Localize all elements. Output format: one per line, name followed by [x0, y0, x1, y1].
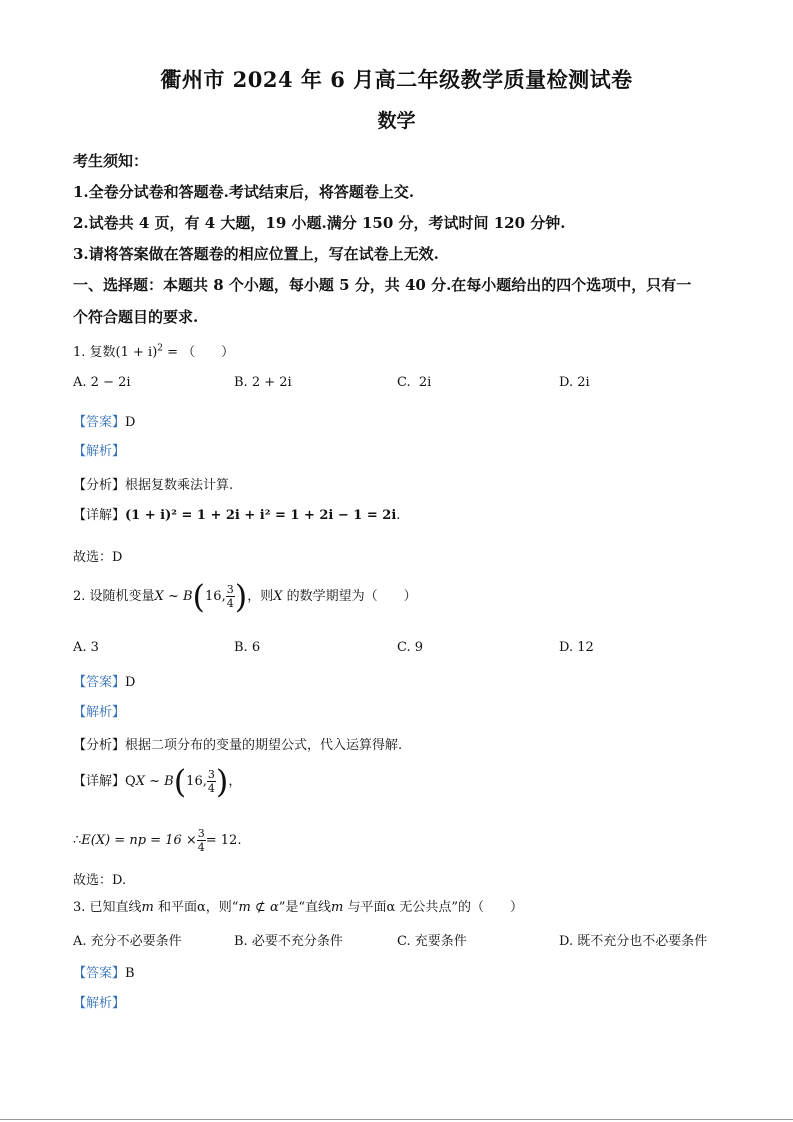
q2-detail-fraction — [207, 768, 216, 795]
q2-calc-main: E(X) = np = 16 × — [81, 833, 197, 848]
q1-option-c-value: 2i — [418, 375, 432, 390]
q2-right-paren: ) — [234, 577, 248, 616]
q2-detail-b: B — [164, 774, 174, 789]
q2-option-a — [73, 640, 99, 655]
q1-stem-math: (1 + i) — [115, 345, 158, 360]
q3-option-d-label: D. — [559, 934, 574, 949]
q1-option-b-value: 2 + 2i — [251, 375, 292, 390]
q2-stem — [73, 577, 417, 617]
q1-answer-value: D — [125, 415, 136, 430]
q3-option-a-value: 充分不必要条件 — [90, 934, 182, 949]
q2-fenxi — [73, 734, 402, 753]
q2-detail-x: X — [135, 774, 145, 789]
q2-option-c-value: 9 — [414, 640, 424, 655]
q2-calc-end: = 12. — [205, 833, 242, 848]
q2-analysis-tag: 【解析】 — [73, 705, 126, 720]
q2-frac-num: 3 — [226, 583, 234, 596]
q2-fraction — [226, 583, 235, 610]
q2-stem-mid: ，则 — [247, 589, 274, 604]
q2-stem-prefix: 2. 设随机变量 — [73, 589, 155, 604]
q1-choose — [73, 546, 122, 565]
section-heading-line2: 个符合题目的要求. — [73, 308, 199, 326]
q3-stem-mid2: ，则“ — [205, 900, 239, 915]
q3-stem-alpha: α — [197, 900, 206, 915]
q3-answer — [73, 962, 135, 981]
q2-option-b-label: B. — [234, 640, 248, 655]
q3-stem-mid3: ”是“直线 — [278, 900, 332, 915]
q3-stem-m2: m — [331, 900, 344, 915]
notice-heading: 考生须知： — [73, 152, 149, 170]
q2-option-c-label: C. — [397, 640, 411, 655]
q2-option-d-label: D. — [559, 640, 574, 655]
notice-item-1: 1.全卷分试卷和答题卷.考试结束后，将答题卷上交. — [73, 183, 415, 201]
q3-analysis-tag: 【解析】 — [73, 996, 126, 1011]
detail-tag: 【详解】 — [73, 774, 126, 789]
answer-tag: 【答案】 — [73, 966, 126, 981]
page-bottom-divider — [0, 1119, 793, 1120]
q1-analysis-tag: 【解析】 — [73, 444, 126, 459]
q2-answer-value: D — [125, 675, 136, 690]
q1-option-d — [559, 375, 590, 390]
q2-frac-den: 4 — [226, 597, 234, 610]
fenxi-tag: 【分析】 — [73, 738, 126, 753]
q3-option-c — [397, 930, 467, 949]
q2-stem-n: 16, — [205, 589, 226, 604]
q1-option-c — [397, 375, 431, 390]
q2-choose — [73, 869, 126, 888]
q2-calc-prefix: ∴ — [73, 833, 82, 848]
q3-stem-alpha2: α — [386, 900, 396, 915]
q2-detail-prefix: Q — [125, 774, 136, 789]
q2-detail — [73, 762, 241, 802]
subject-title: 数学 — [377, 110, 416, 132]
notice-item-3: 3.请将答案做在答题卷的相应位置上，写在试卷上无效. — [73, 245, 439, 263]
q2-option-a-value: 3 — [90, 640, 99, 655]
notice-item-2: 2.试卷共 4 页，有 4 大题，19 小题.满分 150 分，考试时间 120 分钟. — [73, 214, 566, 232]
q2-option-d-value: 12 — [577, 640, 594, 655]
q1-answer — [73, 411, 135, 430]
q2-detail-sim: ~ — [144, 774, 165, 789]
q2-stem-b: B — [182, 589, 193, 604]
fenxi-tag: 【分析】 — [73, 478, 126, 493]
q2-calc-fraction — [197, 827, 206, 854]
q2-detail-right-paren: ) — [215, 762, 229, 801]
q1-option-d-value: 2i — [577, 375, 590, 390]
q3-stem-m: m — [141, 900, 154, 915]
q2-option-c — [397, 640, 423, 655]
q2-option-b-value: 6 — [251, 640, 261, 655]
q3-option-b — [234, 930, 343, 949]
q1-option-a — [73, 375, 131, 390]
answer-tag: 【答案】 — [73, 675, 126, 690]
q3-stem-rel: m ⊄ α — [238, 900, 279, 915]
q1-option-b — [234, 375, 292, 390]
q3-option-a — [73, 930, 182, 949]
q3-option-b-label: B. — [234, 934, 248, 949]
q1-stem — [73, 341, 234, 360]
q1-option-a-value: 2 − 2i — [90, 375, 131, 390]
q1-choose-value: D — [112, 550, 123, 565]
q1-option-d-label: D. — [559, 375, 574, 390]
q3-option-c-label: C. — [397, 934, 411, 949]
q2-choose-value: D. — [112, 873, 127, 888]
q2-stem-x: X — [154, 589, 164, 604]
q1-detail-math: (1 + i)² = 1 + 2i + i² = 1 + 2i − 1 = 2i — [125, 508, 397, 523]
q1-stem-prefix: 1. 复数 — [73, 345, 116, 360]
q3-option-a-label: A. — [73, 934, 87, 949]
q1-detail-end: . — [396, 508, 401, 523]
q2-detail-end: ， — [228, 774, 242, 789]
q3-option-b-value: 必要不充分条件 — [251, 934, 343, 949]
section-heading-line1: 一、选择题：本题共 8 个小题，每小题 5 分，共 40 分.在每小题给出的四个选项中，只有一 — [73, 276, 692, 294]
q2-detail-n: 16, — [186, 774, 207, 789]
q1-fenxi — [73, 474, 233, 493]
q3-stem-suffix: 无公共点”的（ ） — [395, 900, 524, 915]
q3-option-c-value: 充要条件 — [414, 934, 467, 949]
q3-stem-mid4: 与平面 — [343, 900, 387, 915]
q1-option-b-label: B. — [234, 375, 248, 390]
q2-detail-left-paren: ( — [173, 762, 187, 801]
answer-tag: 【答案】 — [73, 415, 126, 430]
q2-left-paren: ( — [192, 577, 206, 616]
q3-stem — [73, 896, 523, 915]
q1-stem-sup: 2 — [157, 343, 164, 354]
q2-detail-frac-den: 4 — [207, 782, 215, 795]
q1-detail — [73, 504, 400, 523]
q2-option-a-label: A. — [73, 640, 87, 655]
choose-prefix: 故选： — [73, 873, 113, 888]
q1-fenxi-text: 根据复数乘法计算. — [125, 478, 234, 493]
q1-option-c-label: C. — [397, 375, 411, 390]
q3-option-d-value: 既不充分也不必要条件 — [577, 934, 708, 949]
q1-option-a-label: A. — [73, 375, 87, 390]
q2-detail-frac-num: 3 — [207, 768, 215, 781]
detail-tag: 【详解】 — [73, 508, 126, 523]
q3-option-d — [559, 930, 707, 949]
q3-stem-mid1: 和平面 — [153, 900, 198, 915]
q2-calc-frac-den: 4 — [197, 841, 205, 854]
q2-option-b — [234, 640, 260, 655]
q2-calc-frac-num: 3 — [197, 827, 205, 840]
q2-stem-x2: X — [273, 589, 283, 604]
q2-calc — [73, 823, 241, 859]
q2-stem-sim: ~ — [163, 589, 183, 604]
q3-answer-value: B — [125, 966, 135, 981]
q2-fenxi-text: 根据二项分布的变量的期望公式，代入运算得解. — [125, 738, 403, 753]
q1-stem-suffix: = （ ） — [163, 345, 235, 360]
q3-stem-prefix: 3. 已知直线 — [73, 900, 142, 915]
choose-prefix: 故选： — [73, 550, 113, 565]
q2-option-d — [559, 640, 594, 655]
page-title: 衢州市 2024 年 6 月高二年级教学质量检测试卷 — [160, 67, 633, 92]
q2-answer — [73, 671, 135, 690]
q2-stem-suffix: 的数学期望为（ ） — [282, 589, 417, 604]
